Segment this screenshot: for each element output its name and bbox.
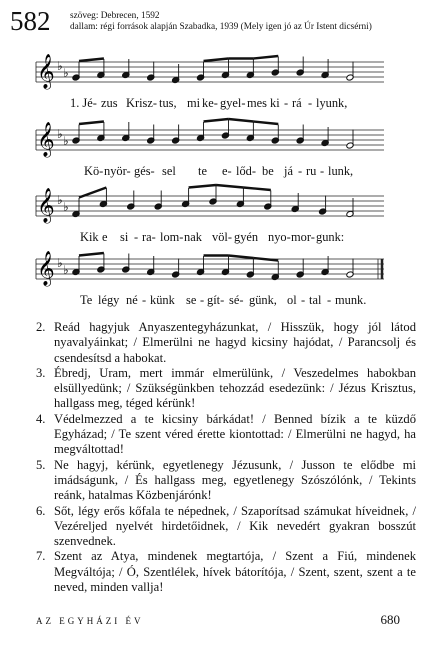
- verse-item: [36, 504, 416, 550]
- text-source: szöveg: Debrecen, 1592: [70, 11, 160, 21]
- page-number: 680: [380, 612, 400, 627]
- section-title: AZ EGYHÁZI ÉV: [36, 616, 144, 626]
- note-beam: [79, 59, 104, 62]
- verse-list: [36, 320, 416, 595]
- note-beam: [253, 122, 278, 125]
- flat-icon: ♭: [63, 134, 69, 148]
- note-beam: [228, 256, 253, 259]
- verse-number: 6.: [36, 503, 46, 518]
- lyric-line-3: Kik e si - ra- lom-nak völ- gyén nyo-mor-gunk:: [80, 230, 345, 244]
- treble-clef-icon: 𝄞: [37, 54, 55, 89]
- melody-source: dallam: régi források alapján Szabadka, 1939 (Mely igen jó az Úr Istent dicsérni): [70, 21, 372, 32]
- hymn-source: [70, 11, 372, 32]
- flat-icon: ♭: [57, 193, 63, 207]
- note-beam: [216, 185, 243, 188]
- note-beam: [79, 253, 104, 256]
- verse-text: Ébredj, Uram, mert immár elmerülünk, / Veszedelmes habokban elsüllyedünk; / Szükségünkben tehozzád esedezünk: / Jézus Krisztus, hallgass meg, téged kérünk!: [54, 365, 416, 411]
- music-score: [0, 46, 430, 324]
- flat-icon: ♭: [57, 256, 63, 270]
- note-beam: [253, 258, 278, 261]
- note-beam: [243, 188, 270, 191]
- lyric-line-1: 1. Jé- zus Krisz- tus, mi ke- gyel- mes ki - rá - lyunk,: [70, 96, 348, 110]
- flat-icon: ♭: [63, 200, 69, 214]
- score-staves: [0, 46, 430, 324]
- verse-text: Ne hagyj, kérünk, egyetlenegy Jézusunk, / Jusson te elődbe mi imádságunk, / És hallgass meg, egyetlenegy Szószólónk, / Tekints reánk, hatalmas Közbenjárónk!: [54, 457, 416, 503]
- treble-clef-icon: 𝄞: [37, 251, 55, 286]
- flat-icon: ♭: [57, 127, 63, 141]
- flat-icon: ♭: [63, 66, 69, 80]
- verse-item: [36, 412, 416, 458]
- note-beam: [253, 56, 278, 59]
- verse-item: [36, 366, 416, 412]
- verse-number: 5.: [36, 457, 46, 472]
- note-beam: [228, 119, 253, 122]
- verse-number: 4.: [36, 411, 46, 426]
- note-beam: [204, 59, 229, 62]
- verse-item: [36, 458, 416, 504]
- treble-clef-icon: 𝄞: [37, 188, 55, 223]
- verse-number: 2.: [36, 320, 46, 334]
- flat-icon: ♭: [63, 263, 69, 277]
- verse-text: Sőt, légy erős kőfala te népednek, / Szaporítsad számukat híveidnek, / Vezéreljed nyelvét hirdetőidnek, / Kik nevedért gyakran bosszút szenvednek.: [54, 503, 416, 549]
- verse-item: [36, 320, 416, 366]
- treble-clef-icon: 𝄞: [37, 122, 55, 157]
- verse-text: Reád hagyjuk Anyaszentegyházunkat, / Hisszük, hogy jól látod nyavalyáinkat; / Elmerülni ne hagyd kicsiny hajódat, / Parancsolj és csendesítsd a habokat.: [54, 320, 416, 365]
- verse-item: [36, 549, 416, 595]
- lyric-line-2: Kö-nyör- gés- sel te e- lőd- be já - ru - lunk,: [84, 164, 354, 178]
- verse-number: 3.: [36, 365, 46, 380]
- hymn-number: 582: [10, 6, 51, 36]
- verse-text: Védelmezzed a te kicsiny bárkádat! / Benned bízik a te küzdő Egyházad; / Te szent véred érette kiontottad: / Elmerülni ne hagyd, ha megváltottad!: [54, 411, 416, 457]
- note-beam: [189, 185, 216, 188]
- note-beam: [79, 122, 104, 125]
- note-beam: [204, 119, 229, 122]
- flat-icon: ♭: [57, 59, 63, 73]
- lyric-line-4: Te légy né - künk se - gít- sé- günk, ol - tal - munk.: [80, 293, 367, 307]
- verse-text: Szent az Atya, mindenek megtartója, / Szent a Fiú, mindenek Megváltója; / Ó, Szentlélek, hívek bátorítója, / Szent, szent, szent a te neved, minden vallja!: [54, 549, 416, 595]
- verse-number: 7.: [36, 549, 46, 564]
